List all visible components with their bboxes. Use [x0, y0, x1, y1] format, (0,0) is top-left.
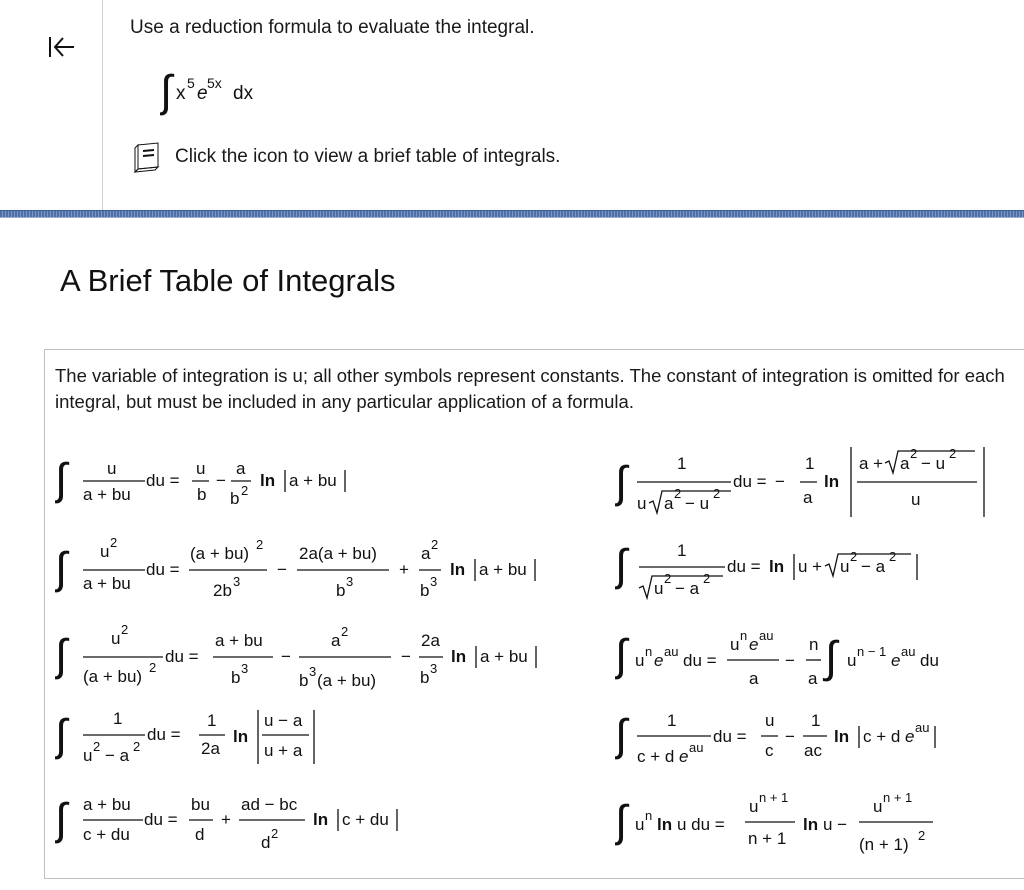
svg-text:n + 1: n + 1	[748, 829, 787, 848]
svg-text:au: au	[915, 720, 930, 735]
svg-text:a: a	[421, 544, 431, 563]
svg-text:n: n	[645, 644, 653, 659]
svg-text:n + 1: n + 1	[759, 790, 789, 805]
svg-text:− a: − a	[105, 746, 130, 765]
svg-text:+: +	[221, 810, 231, 829]
table-of-integrals-book-icon[interactable]	[132, 141, 162, 173]
svg-text:e: e	[679, 747, 689, 766]
svg-text:2: 2	[850, 549, 858, 564]
svg-text:u +: u +	[798, 557, 823, 576]
svg-text:u: u	[911, 490, 921, 509]
svg-text:e: e	[654, 651, 664, 670]
formula-2	[55, 535, 575, 605]
svg-text:∫: ∫	[55, 631, 68, 680]
svg-text:du: du	[920, 651, 939, 670]
svg-text:2: 2	[341, 624, 349, 639]
svg-text:a: a	[803, 488, 813, 507]
svg-text:2b: 2b	[213, 581, 232, 600]
svg-text:a + bu: a + bu	[83, 574, 131, 593]
svg-text:ln: ln	[803, 815, 819, 834]
svg-text:u: u	[83, 746, 93, 765]
svg-text:n: n	[809, 635, 819, 654]
svg-text:u: u	[749, 797, 759, 816]
svg-text:a + bu: a + bu	[480, 647, 528, 666]
svg-text:dx: dx	[233, 83, 254, 104]
svg-text:x: x	[176, 83, 186, 104]
svg-text:∫: ∫	[55, 711, 68, 760]
svg-text:e: e	[905, 727, 915, 746]
svg-text:ln: ln	[451, 647, 467, 666]
svg-text:ln: ln	[834, 727, 850, 746]
svg-text:− u: − u	[921, 454, 946, 473]
svg-text:2: 2	[949, 446, 957, 461]
svg-text:−: −	[281, 647, 291, 666]
table-title: A Brief Table of Integrals	[60, 263, 396, 298]
formula-9	[615, 702, 1024, 774]
svg-text:b: b	[299, 671, 309, 690]
svg-text:u: u	[196, 459, 206, 478]
svg-text:au: au	[689, 740, 704, 755]
svg-text:ad − bc: ad − bc	[241, 795, 298, 814]
svg-text:c + du: c + du	[83, 825, 130, 844]
formula-10	[615, 780, 1024, 875]
svg-text:3: 3	[241, 661, 249, 676]
svg-text:c: c	[765, 741, 774, 760]
svg-text:du =: du =	[147, 725, 181, 744]
svg-text:1: 1	[667, 711, 677, 730]
svg-text:(a + bu): (a + bu)	[83, 667, 143, 686]
svg-text:3: 3	[430, 661, 438, 676]
svg-text:(a + bu): (a + bu)	[317, 671, 377, 690]
svg-text:u: u	[654, 579, 664, 598]
svg-text:du =: du =	[146, 471, 180, 490]
svg-text:1: 1	[805, 454, 815, 473]
table-intro: The variable of integration is u; all other symbols represent constants. The constant of integration is omitted for each integral, but must be included in any particular application of a formula.	[55, 365, 1005, 412]
svg-text:1: 1	[811, 711, 821, 730]
svg-text:u: u	[635, 651, 645, 670]
svg-text:∫: ∫	[160, 67, 173, 116]
svg-text:∫: ∫	[615, 458, 628, 507]
formula-3	[55, 622, 575, 697]
svg-text:(a + bu): (a + bu)	[190, 544, 250, 563]
svg-text:ln: ln	[450, 560, 466, 579]
svg-text:2: 2	[703, 571, 711, 586]
svg-text:∫: ∫	[615, 797, 628, 846]
svg-text:du =: du =	[146, 560, 180, 579]
svg-text:3: 3	[346, 574, 354, 589]
svg-text:−: −	[401, 647, 411, 666]
formula-6	[615, 425, 1024, 525]
svg-text:u: u	[635, 815, 645, 834]
svg-text:∫: ∫	[55, 544, 68, 593]
svg-text:2: 2	[241, 483, 249, 498]
svg-text:au: au	[901, 644, 916, 659]
svg-text:u + a: u + a	[264, 741, 303, 760]
svg-text:−: −	[785, 651, 795, 670]
svg-text:3: 3	[309, 664, 317, 679]
svg-text:au: au	[759, 628, 774, 643]
svg-text:1: 1	[677, 541, 687, 560]
svg-text:−: −	[216, 471, 226, 490]
svg-text:u: u	[111, 629, 121, 648]
svg-text:2: 2	[93, 739, 101, 754]
svg-text:d: d	[195, 825, 205, 844]
svg-text:u: u	[765, 711, 775, 730]
table-icon-hint: Click the icon to view a brief table of integrals.	[175, 146, 561, 167]
integral-table	[44, 349, 1024, 879]
svg-text:+: +	[399, 560, 409, 579]
svg-text:1: 1	[207, 711, 217, 730]
svg-text:au: au	[664, 644, 679, 659]
svg-text:∫: ∫	[55, 455, 68, 504]
svg-text:ln: ln	[233, 727, 249, 746]
question-prompt: Use a reduction formula to evaluate the integral.	[130, 17, 535, 38]
svg-text:du =: du =	[144, 810, 178, 829]
svg-text:e: e	[891, 651, 901, 670]
panel-divider	[102, 0, 103, 210]
svg-text:u: u	[873, 797, 883, 816]
svg-text:a + bu: a + bu	[289, 471, 337, 490]
svg-text:c + d: c + d	[863, 727, 901, 746]
svg-text:u − a: u − a	[264, 711, 303, 730]
section-separator	[0, 210, 1024, 218]
svg-text:n + 1: n + 1	[883, 790, 913, 805]
svg-text:2: 2	[664, 571, 672, 586]
svg-text:− a: − a	[675, 579, 700, 598]
svg-text:a + bu: a + bu	[215, 631, 263, 650]
svg-text:b: b	[336, 581, 346, 600]
svg-text:2a: 2a	[421, 631, 440, 650]
svg-text:a: a	[808, 669, 818, 688]
svg-text:a + bu: a + bu	[83, 795, 131, 814]
svg-text:u: u	[107, 459, 117, 478]
svg-text:a: a	[900, 454, 910, 473]
svg-text:u: u	[730, 635, 740, 654]
question-panel	[0, 0, 1024, 210]
svg-text:∫: ∫	[55, 795, 68, 844]
svg-text:2: 2	[110, 535, 118, 550]
formula-7	[615, 530, 1024, 610]
formula-8	[615, 622, 1024, 694]
svg-text:2: 2	[149, 660, 157, 675]
svg-text:b: b	[230, 489, 240, 508]
svg-text:3: 3	[430, 574, 438, 589]
svg-text:5x: 5x	[207, 75, 222, 91]
svg-text:du =: du =	[713, 727, 747, 746]
svg-text:b: b	[420, 668, 430, 687]
svg-text:2: 2	[674, 486, 682, 501]
svg-text:3: 3	[233, 574, 241, 589]
svg-text:u: u	[637, 494, 647, 513]
svg-text:1: 1	[113, 709, 123, 728]
svg-text:2: 2	[133, 739, 141, 754]
svg-text:∫: ∫	[615, 541, 628, 590]
svg-text:1: 1	[677, 454, 687, 473]
collapse-left-button[interactable]	[44, 30, 78, 64]
svg-text:ln: ln	[260, 471, 276, 490]
svg-text:a + bu: a + bu	[479, 560, 527, 579]
svg-text:du =: du =	[683, 651, 717, 670]
svg-text:5: 5	[187, 75, 195, 91]
svg-text:a + bu: a + bu	[83, 485, 131, 504]
svg-text:∫: ∫	[825, 633, 838, 682]
svg-text:bu: bu	[191, 795, 210, 814]
svg-text:u du =: u du =	[677, 815, 725, 834]
svg-text:2a: 2a	[201, 739, 220, 758]
svg-text:2: 2	[713, 486, 721, 501]
svg-text:c + d: c + d	[637, 747, 675, 766]
svg-text:2: 2	[918, 828, 926, 843]
svg-text:∫: ∫	[615, 711, 628, 760]
question-integral	[160, 66, 300, 116]
svg-text:du =: du =	[165, 647, 199, 666]
formula-4	[55, 702, 375, 774]
svg-text:u: u	[100, 542, 110, 561]
svg-text:du =: du =	[733, 472, 767, 491]
svg-text:2: 2	[271, 826, 279, 841]
svg-text:ac: ac	[804, 741, 822, 760]
svg-text:n − 1: n − 1	[857, 644, 887, 659]
svg-text:b: b	[420, 581, 430, 600]
svg-text:d: d	[261, 833, 271, 852]
svg-text:ln: ln	[313, 810, 329, 829]
svg-text:a +: a +	[859, 454, 884, 473]
collapse-left-icon	[44, 30, 78, 64]
svg-text:n: n	[645, 808, 653, 823]
svg-text:u: u	[847, 651, 857, 670]
svg-text:e: e	[197, 83, 208, 104]
svg-text:ln: ln	[657, 815, 673, 834]
svg-text:e: e	[749, 635, 759, 654]
svg-text:u −: u −	[823, 815, 848, 834]
svg-text:du =: du =	[727, 557, 761, 576]
svg-text:2: 2	[121, 622, 129, 637]
formula-5	[55, 790, 455, 862]
svg-text:a: a	[236, 459, 246, 478]
svg-text:− a: − a	[861, 557, 886, 576]
svg-text:2: 2	[889, 549, 897, 564]
formula-1	[55, 450, 385, 510]
svg-text:u: u	[840, 557, 850, 576]
svg-text:b: b	[231, 668, 241, 687]
svg-text:2: 2	[256, 537, 264, 552]
svg-text:a: a	[664, 494, 674, 513]
svg-text:ln: ln	[824, 472, 840, 491]
svg-text:− u: − u	[685, 494, 710, 513]
svg-text:2a(a + bu): 2a(a + bu)	[299, 544, 377, 563]
svg-text:−: −	[277, 560, 287, 579]
svg-text:a: a	[749, 669, 759, 688]
svg-text:n: n	[740, 628, 748, 643]
svg-text:∫: ∫	[615, 631, 628, 680]
svg-text:2: 2	[431, 537, 439, 552]
svg-text:a: a	[331, 631, 341, 650]
svg-text:2: 2	[910, 446, 918, 461]
svg-text:c + du: c + du	[342, 810, 389, 829]
svg-text:−: −	[785, 727, 795, 746]
svg-text:b: b	[197, 485, 207, 504]
svg-text:−: −	[775, 472, 785, 491]
svg-text:(n + 1): (n + 1)	[859, 835, 909, 854]
svg-text:ln: ln	[769, 557, 785, 576]
